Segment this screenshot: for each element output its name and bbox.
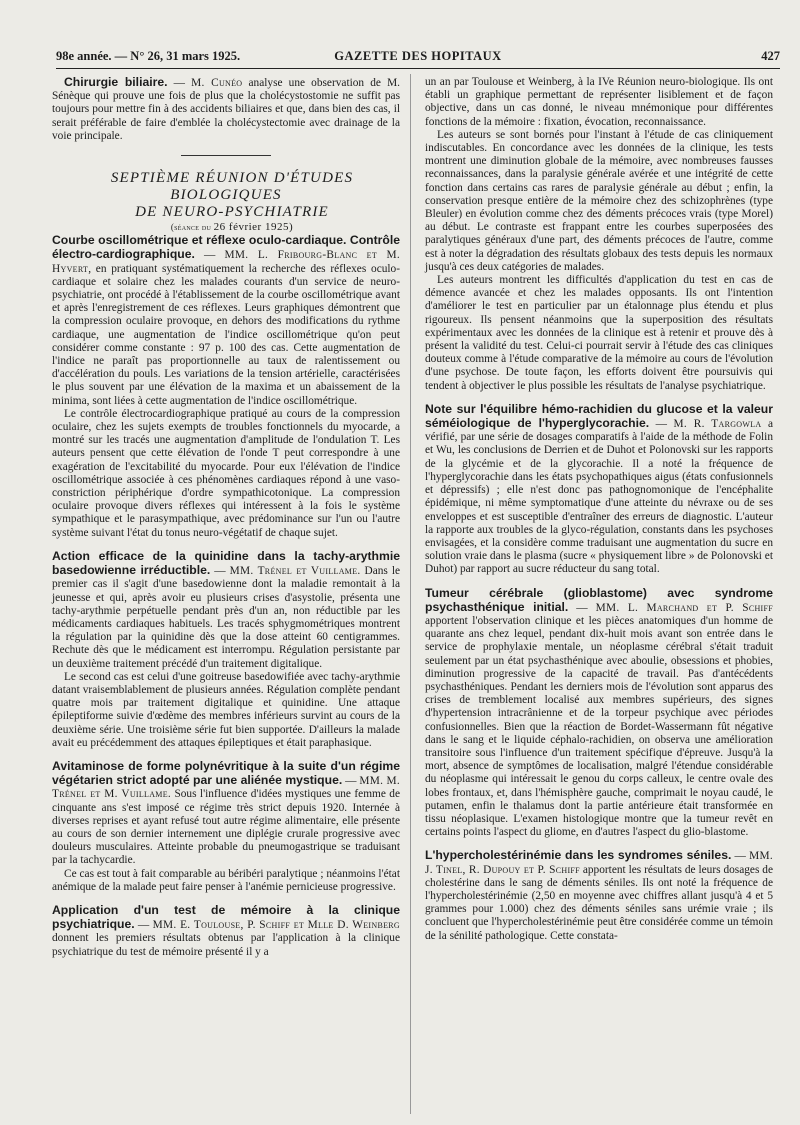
- article-avitaminose: Avitaminose de forme polynévritique à la suite d'un régime végétarien strict adopté par une aliénée mystique. — MM. M. Trénel et M. Vuillame. Sous l'influence d'idées mystiques une femme de cinquante ans s'est imposé ce régime très strict depuis 1920. Internée à diverses reprises et ayant refusé tout autre régime alimentaire, elle présente au cours de son dernier internement une diplégie crurale progressive avec douleurs musculaires. Atteinte probable du pneumogastrique se traduisant par la tachycardie.: [52, 758, 400, 867]
- article-courbe-oscillometrique: Courbe oscillométrique et réflexe oculo-cardiaque. Contrôle électro-cardiographique. — MM. L. Fribourg-Blanc et M. Hyvert, en pratiquant systématiquement la recherche des réflexes oculo-cardiaque et solaire chez les malades courants d'un service de neuro-psychiatrie, ont procédé à l'établissement de la courbe oscillométrique avant et après l'enregistrement de ces réflexes. Leurs graphiques démontrent que la compression oculaire provoque, en dehors des modifications du rythme cardiaque, une augmentation de l'indice oscillométrique qu'on peut considérer comme constante : 97 p. 100 des cas. Cette augmentation de l'indice ne paraît pas proportionnelle au taux de ralentissement ou d'accélération du pouls. Les variations de la tension artérielle, caractérisées le plus souvent par une élévation de la maxima et un abaissement de la minima, sont liées à cette augmentation de l'indice oscillométrique.: [52, 233, 400, 407]
- article-paragraph: Les auteurs se sont bornés pour l'instant à l'étude de cas cliniquement indiscutables. En concordance avec les données de la clinique, les tests montrent une diminution globale de la mémoire, avec nombreuses fausses reconnaissances, dans la paralysie générale avérée et une intégrité de cette fonction dans certains cas rares de paralysie générale au début ; enfin, la conservation presque entière de la mémoire chez des schizophrènes (type Bleuler) en évolution comme chez des déments précoces vrais (type Morel) au début. Le contraste est frappant entre les courbes superposées des paralytiques généraux d'une part, des déments précoces de l'autre, comme est à noter la dégradation des résultats globaux des tests depuis les normaux jusqu'à ces deux catégories de malades.: [425, 128, 773, 273]
- article-paragraph: Le contrôle électrocardiographique pratiqué au cours de la compression oculaire, chez les sujets exempts de troubles fonctionnels du myocarde, a montré sur les tracés une augmentation d'amplitude de l'ondulation T. Les auteurs pensent que cette élévation de l'onde T peut correspondre à une exagération de l'excitabilité du myocarde. Pour eux l'élévation de l'indice oscillométrique associée à ces phénomènes cardiaques répond à une vaso-constriction périphérique d'ordre sympathicotonique. La compression oculaire provoque divers réflexes qui intéressent à la fois le système sympathique et le parasympathique, avec prédominance sur l'un ou l'autre système suivant l'état du tonus neuro-végétatif de chaque sujet.: [52, 407, 400, 539]
- article-equilibre-glucose: Note sur l'équilibre hémo-rachidien du glucose et la valeur séméiologique de l'hyperglycorachie. — M. R. Targowla a vérifié, par une série de dosages comparatifs à l'aide de la méthode de Folin et Wu, les conclusions de Derrien et de Duhot et Polonovski sur les rapports de la glycémie et de la glycorachie. Il a noté la fréquence de l'hyperglycorachie dans les états psychopathiques aigus (états confusionnels et dépressifs) ; elle n'est donc pas pathognomonique de l'encéphalite épidémique, ni même symptomatique d'une atteinte du névraxe ou de ses enveloppes et est susceptible d'entraîner des erreurs de diagnostic. L'auteur la rapporte aux troubles de la glyco-régulation, constants dans les psychoses envisagées, et la considère comme traduisant une augmentation du sucre en solution vraie dans le plasma (sucre « physiquement libre » de Polonovski et Duhot) par rapport au sucre réducteur du sang total.: [425, 401, 773, 576]
- article-heading: Avitaminose de forme polynévritique à la suite d'un régime végétarien strict adopté par une aliénée mystique.: [52, 758, 400, 788]
- article-authors: MM. M. Trénel et M. Vuillame.: [52, 775, 400, 801]
- right-column: [425, 76, 773, 943]
- article-test-memoire: Application d'un test de mémoire à la clinique psychiatrique. — MM. E. Toulouse, P. Schiff et Mlle D. Weinberg donnent les premiers résultats obtenus par l'application à la clinique psychiatrique du test de mémoire présenté il y a: [52, 902, 400, 958]
- issue-info: 98e année. — N° 26, 31 mars 1925.: [56, 49, 241, 63]
- section-subtitle: (séance du 26 février 1925): [170, 221, 294, 234]
- journal-title: GAZETTE DES HOPITAUX: [334, 49, 502, 63]
- article-body: , en pratiquant systématiquement la recherche des réflexes oculo-cardiaque et solaire chez les malades courants d'un service de neuro-psychiatrie, ont procédé à l'établissement de la courbe oscillométrique avant et après l'enregistrement de ces réflexes. Leurs graphiques démontrent que la compression oculaire provoque, en dehors des modifications du rythme cardiaque, une augmentation de l'indice oscillométrique qu'on peut considérer comme constante : 97 p. 100 des cas. Cette augmentation de l'indice ne paraît pas proportionnelle au taux de ralentissement ou d'accélération du pouls. Les variations de la tension artérielle, caractérisées le plus souvent par une élévation de la maxima et un abaissement de la minima, sont liées à cette augmentation de l'indice oscillométrique.: [52, 262, 400, 407]
- article-authors: M. R. Targowla: [673, 418, 762, 431]
- article-body: a vérifié, par une série de dosages comparatifs à l'aide de la méthode de Folin et Wu, les conclusions de Derrien et de Duhot et Polonovski sur les rapports de la glycémie et de la glycorachie. Il a noté la fréquence de l'hyperglycorachie dans les états psychopathiques aigus (états confusionnels et dépressifs) ; elle n'est donc pas pathognomonique de l'encéphalite épidémique, ni même symptomatique d'une atteinte du névraxe ou de ses enveloppes et est susceptible d'entraîner des erreurs de diagnostic. L'auteur la rapporte aux troubles de la glyco-régulation, constants dans les psychoses envisagées, et la considère comme traduisant une augmentation du sucre en solution vraie dans le plasma (sucre « physiquement libre » de Polonovski et Duhot) par rapport au sucre réducteur du sang total.: [425, 418, 773, 576]
- article-heading: Application d'un test de mémoire à la clinique psychiatrique.: [52, 902, 400, 932]
- article-authors: MM. L. Fribourg-Blanc et M. Hyvert: [52, 249, 400, 275]
- article-body: apportent les résultats de leurs dosages de cholestérine dans le sang de déments séniles. Ils ont noté la fréquence de l'hypercholestérinémie (2,50 en moyenne avec chiffres allant jusqu'à 4 et 5 grammes pour 1.000) chez des déments séniles sans urémie vraie ; ils concluent que l'hypercholestérinémie peut être considérée comme un témoin de la sénilité pathologique. Cette constata-: [425, 863, 773, 942]
- article-heading: Tumeur cérébrale (glioblastome) avec syndrome psychasthénique initial.: [425, 585, 773, 614]
- article-heading: Chirurgie biliaire.: [64, 75, 168, 89]
- article-paragraph: Ce cas est tout à fait comparable au béribéri paralytique ; néanmoins l'état anémique de la malade peut faire penser à l'anémie pernicieuse progressive.: [52, 867, 400, 893]
- article-paragraph: Les auteurs montrent les difficultés d'application du test en cas de démence avancée et chez les malades opposants. Ils ont l'intention d'améliorer le test en particulier par un étalonnage plus étendu et plus rigoureux. Ils pensent néanmoins que la superposition des résultats expérimentaux avec les données de la clinique est à retenir et prouve dès à présent la validité du test. Celui-ci pourrait servir à l'étude des cas cliniques douteux comme à l'étude comparative de la mémoire au cours de l'évolution d'une psychose. De toute façon, les efforts doivent être poursuivis qui tendent à objectiver le plus possible les résultats de l'analyse psychiatrique.: [425, 274, 773, 392]
- section-title-line2: DE NEURO-PSYCHIATRIE: [135, 204, 329, 221]
- section-rule: [181, 155, 271, 156]
- article-body: apportent l'observation clinique et les pièces anatomiques d'un homme de quarante ans chez lequel, pendant dix-huit mois avant son entrée dans le service de prophylaxie mentale, un néoplasme cérébral s'était traduit seulement par un état psychasthénique avec aboulie, obsessions et phobies, diminution progressive de la capacité de travail. Pas d'antécédents psychasthéniques. Pendant les derniers mois de l'évolution sont apparus des crises de tremblement localisé aux membres supérieurs, des signes d'hypertension intracrânienne et de la torpeur psychique avec périodes confusionnelles. Bien que la réaction de Bordet-Wassermann fût négative dans le sang et le liquide céphalo-rachidien, on observa une amélioration transitoire sous l'influence d'un traitement spécifique d'épreuve. Jusqu'à la mort, absence de symptômes de localisation, malgré l'étendue considérable du néoplasme qui intéressait le genou du corps calleux, le centre ovale des lobes frontaux, et, dans l'hémisphère gauche, comprimait le noyau caudé, le putamen, enfin le thalamus dont la partie antérieure était transformée en tissu néoplasique. L'examen histologique montre que la tumeur revêt en certains points l'aspect du gliome, en d'autres l'aspect du glio-blastome.: [425, 614, 773, 839]
- column-divider: [410, 74, 411, 1114]
- article-authors: M. Cunéo: [191, 77, 243, 89]
- article-authors: MM. E. Toulouse, P. Schiff et Mlle D. Weinberg: [152, 919, 400, 932]
- page-header: [56, 46, 780, 69]
- article-hypercholesterinemie: L'hypercholestérinémie dans les syndromes séniles. — MM. J. Tinel, R. Dupouy et P. Schiff apportent les résultats de leurs dosages de cholestérine dans le sang de déments séniles. Ils ont noté la fréquence de l'hypercholestérinémie (2,50 en moyenne avec chiffres allant jusqu'à 4 et 5 grammes pour 1.000) chez des déments séniles sans urémie vraie ; ils concluent que l'hypercholestérinémie peut être considérée comme un témoin de la sénilité pathologique. Cette constata-: [425, 848, 773, 942]
- article-heading: Action efficace de la quinidine dans la tachy-arythmie basedowienne irréductible.: [52, 548, 400, 578]
- article-body: Sous l'influence d'idées mystiques une femme de cinquante ans s'est imposé ce régime très strict depuis 1920. Internée à diverses reprises et ayant refusé tout autre régime alimentaire, elle présente au cours de son dernier internement une diplégie crurale progressive avec douleurs musculaires. Atteinte probable du pneumogastrique se traduisant par la tachycardie.: [52, 788, 400, 867]
- article-continuation: un an par Toulouse et Weinberg, à la IVe Réunion neuro-biologique. Ils ont établi un graphique permettant de représenter lisiblement et de façon objective, dans un cas donné, le niveau mnémonique pour différentes fonctions de la mémoire : fixation, évocation, reconnaissance.: [425, 76, 773, 128]
- article-body: Dans le premier cas il s'agit d'une basedowienne dont la maladie remontait à la jeunesse et qui, après avoir eu plusieurs crises d'asystolie, présenta une tachy-arythmie perpétuelle pendant près d'un an, non réductible par les médicaments cardiaques habituels. Les tracés sphygmométriques montrent la régulation par la quinidine dès que la dose atteint 60 centigrammes. Rechute dès que le médicament est interrompu. Régulation persistante par un deuxième traitement précédé d'un traitement digitalique.: [52, 565, 401, 670]
- article-authors: MM. L. Marchand et P. Schiff: [595, 601, 773, 614]
- article-heading: Note sur l'équilibre hémo-rachidien du glucose et la valeur séméiologique de l'hyperglycorachie.: [425, 401, 773, 431]
- article-quinidine: Action efficace de la quinidine dans la tachy-arythmie basedowienne irréductible. — MM. Trénel et Vuillame. Dans le premier cas il s'agit d'une basedowienne dont la maladie remontait à la jeunesse et qui, après avoir eu plusieurs crises d'asystolie, présenta une tachy-arythmie perpétuelle pendant près d'un an, non réductible par les médicaments cardiaques habituels. Les tracés sphygmométriques montrent la régulation par la quinidine dès que la dose atteint 60 centigrammes. Rechute dès que le médicament est interrompu. Régulation persistante par un deuxième traitement précédé d'un traitement digitalique.: [52, 548, 401, 670]
- article-body: donnent les premiers résultats obtenus par l'application à la clinique psychiatrique du test de mémoire présenté il y a: [52, 932, 400, 958]
- article-body: analyse une observation de M. Sénèque qui prouve une fois de plus que la cholécystostomie ne suffit pas toujours pour mettre fin à des accidents biliaires et que, dans bien des cas, il serait préférable de faire d'emblée la cholécystectomie avec drainage de la voie principale.: [52, 77, 400, 142]
- article-tumeur-cerebrale: Tumeur cérébrale (glioblastome) avec syndrome psychasthénique initial. — MM. L. Marchand et P. Schiff apportent l'observation clinique et les pièces anatomiques d'un homme de quarante ans chez lequel, pendant dix-huit mois avant son entrée dans le service de prophylaxie mentale, un néoplasme cérébral s'était traduit seulement par un état psychasthénique avec aboulie, obsessions et phobies, diminution progressive de la capacité de travail. Pas d'antécédents psychasthéniques. Pendant les derniers mois de l'évolution sont apparus des crises de tremblement localisé aux membres supérieurs, des signes d'hypertension intracrânienne et de la torpeur psychique avec périodes confusionnelles. Bien que la réaction de Bordet-Wassermann fût négative dans le sang et le liquide céphalo-rachidien, on observa une amélioration transitoire sous l'influence d'un traitement spécifique d'épreuve. Jusqu'à la mort, absence de symptômes de localisation, malgré l'étendue considérable du néoplasme qui intéressait le genou du corps calleux, le centre ovale des lobes frontaux, et, dans l'hémisphère gauche, comprimait le noyau caudé, le putamen, enfin le thalamus dont la partie antérieure était transformée en tissu néoplasique. L'examen histologique montre que la tumeur revêt en certains points l'aspect du gliome, en d'autres l'aspect du glio-blastome.: [425, 585, 773, 839]
- left-column: [52, 76, 400, 959]
- article-paragraph: Le second cas est celui d'une goitreuse basedowifiée avec tachy-arythmie datant vraisemblablement de plusieurs années. Régulation complète pendant quatre mois par traitement digitalique et quinidine. Une attaque épileptiforme suivie d'œdème des membres inférieurs survint au cours de la deuxième série. Une troisième série fut bien supportée. D'ailleurs la malade avait eu précédemment des attaques épileptiques et était paraphasique.: [52, 670, 400, 749]
- article-chirurgie-biliaire: Chirurgie biliaire. — M. Cunéo analyse une observation de M. Sénèque qui prouve une fois de plus que la cholécystostomie ne suffit pas toujours pour mettre fin à des accidents biliaires et que, dans bien des cas, il serait préférable de faire d'emblée la cholécystectomie avec drainage de la voie principale.: [52, 75, 400, 142]
- article-authors: MM. Trénel et Vuillame.: [229, 565, 361, 578]
- article-authors: MM. J. Tinel, R. Dupouy et P. Schiff: [425, 850, 773, 876]
- section-title-line1: SEPTIÈME RÉUNION D'ÉTUDES BIOLOGIQUES: [110, 170, 354, 204]
- article-heading: Courbe oscillométrique et réflexe oculo-cardiaque. Contrôle électro-cardiographique.: [52, 233, 400, 262]
- article-heading: L'hypercholestérinémie dans les syndromes séniles.: [425, 848, 732, 863]
- page-number: 427: [761, 49, 780, 63]
